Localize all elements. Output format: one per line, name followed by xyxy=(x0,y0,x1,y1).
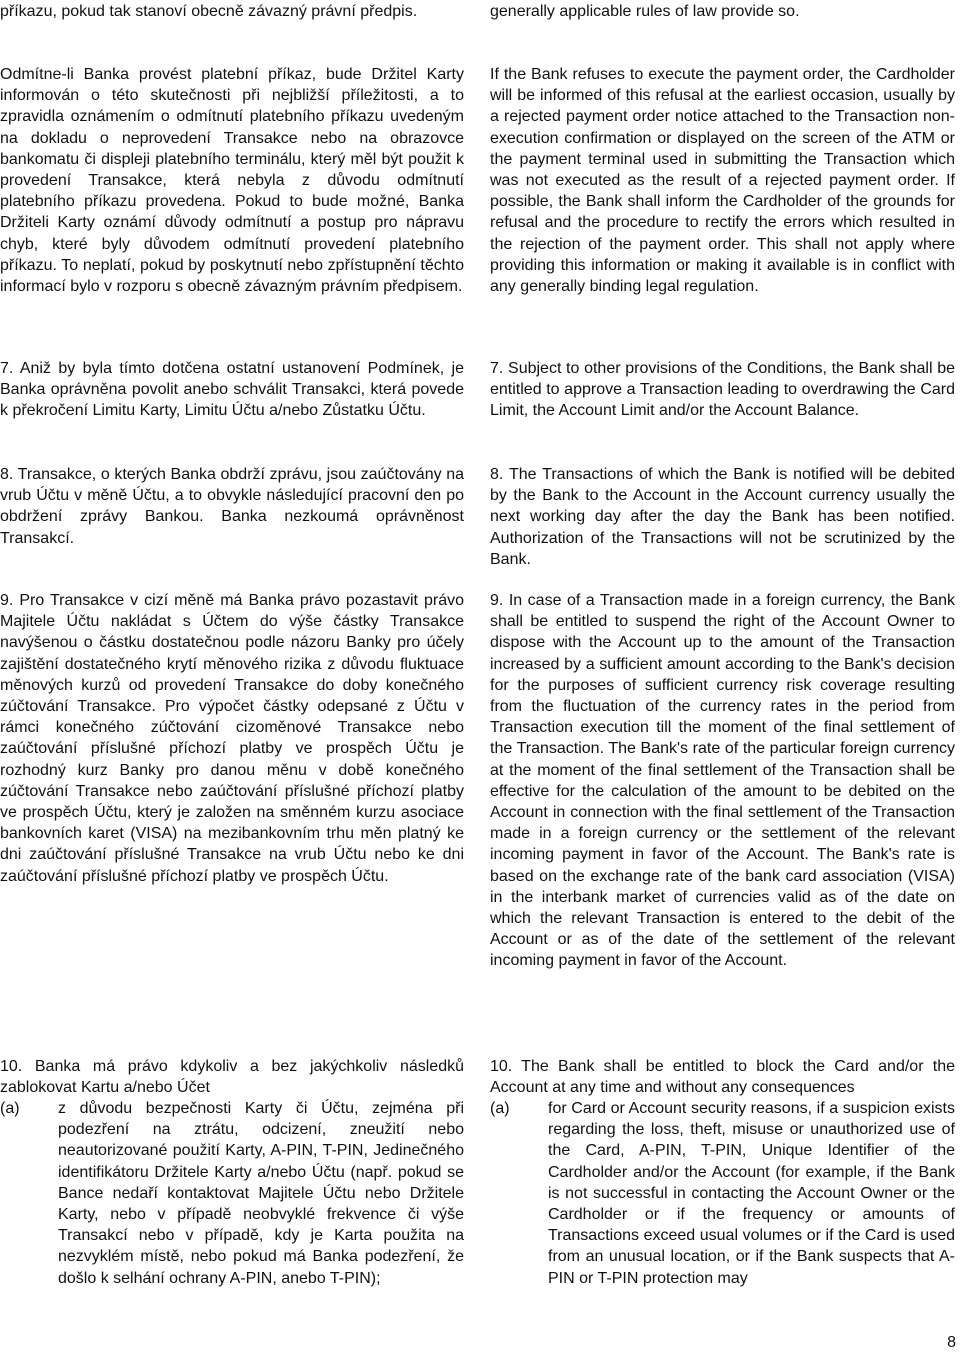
cz-paragraph-continuation: příkazu, pokud tak stanoví obecně závazný právní předpis. xyxy=(0,3,418,20)
en-paragraph-9: 9. In case of a Transaction made in a foreign currency, the Bank shall be entitled to suspend the right of the Account Owner to dispose with the Account up to the amount of the Transaction increased by a sufficient amount according to the Bank's decision for the purposes of sufficient currency risk coverage resulting from the fluctuation of the currency rates in the period from Transaction execution till the moment of the final settlement of the Transaction. The Bank's rate of the particular foreign currency at the moment of the final settlement of the Transaction shall be effective for the calculation of the amount to be debited on the Account in connection with the final settlement of the Transaction made in a foreign currency or the settlement of the relevant incoming payment in favor of the Account. The Bank's rate is based on the exchange rate of the bank card association (VISA) in the interbank market of currencies valid as of the date on which the relevant Transaction is entered to the debit of the Account or as of the date of the settlement of the relevant incoming payment in favor of the Account. xyxy=(490,592,955,970)
en-item-a-text: for Card or Account security reasons, if a suspicion exists regarding the loss, theft, misuse or unauthorized use of the Card, A-PIN, T-PIN, Unique Identifier of the Cardholder and/or the Account (for example, if the Bank is not successful in contacting the Account Owner or the Cardholder or if the frequency or amounts of Transactions exceed usual volumes or if the Card is used from an unusual location, or if the Bank suspects that A-PIN or T-PIN protection may xyxy=(548,1100,955,1287)
en-paragraph-7: 7. Subject to other provisions of the Conditions, the Bank shall be entitled to approve a Transaction leading to overdrawing the Card Limit, the Account Limit and/or the Account Balance. xyxy=(490,360,955,420)
cz-item-a-label: (a) xyxy=(0,1100,20,1117)
en-item-a-label: (a) xyxy=(490,1100,510,1117)
cz-paragraph-refusal: Odmítne-li Banka provést platební příkaz, bude Držitel Karty informován o této skutečnosti při nejbližší příležitosti, a to zpravidla oznámením o odmítnutí platebního příkazu uvedeným na dokladu o neprovedení Transakce nebo na obrazovce bankomatu či displeji platebního terminálu, který měl být použit k provedení Transakce, která nebyla z důvodu odmítnutí platebního příkazu provedena. Pokud to bude možné, Banka Držiteli Karty oznámí důvody odmítnutí a postup pro nápravu chyb, které byly důvodem odmítnutí provedení platebního příkazu. To neplatí, pokud by poskytnutí nebo zpřístupnění těchto informací bylo v rozporu s obecně závazným právním předpisem. xyxy=(0,66,464,296)
cz-item-a-text: z důvodu bezpečnosti Karty či Účtu, zejména při podezření na ztrátu, odcizení, zneužití nebo neautorizované použití Karty, A-PIN, T-PIN, Jedinečného identifikátoru Držitele Karty a/nebo Účtu (např. pokud se Bance nedaří kontaktovat Majitele Účtu nebo Držitele Karty, nebo v případě neobvyklé frekvence či výše Transakcí nebo v případě, kdy je Karta použita na nezvyklém místě, nebo pokud má Banka podezření, že došlo k selhání ochrany A-PIN, anebo T-PIN); xyxy=(58,1100,464,1287)
cz-item-a xyxy=(0,1098,464,1289)
cz-paragraph-10: 10. Banka má právo kdykoliv a bez jakýchkoliv následků zablokovat Kartu a/nebo Účet xyxy=(0,1058,464,1097)
en-paragraph-refusal: If the Bank refuses to execute the payment order, the Cardholder will be informed of this refusal at the earliest occasion, usually by a rejected payment order notice attached to the Transaction non-execution confirmation or displayed on the screen of the ATM or the payment terminal used in submitting the Transaction which was not executed as the result of a rejected payment order. If possible, the Bank shall inform the Cardholder of the grounds for refusal and the procedure to rectify the errors which resulted in the rejection of the payment order. This shall not apply where providing this information or making it available is in conflict with any generally binding legal regulation. xyxy=(490,66,955,296)
cz-paragraph-9: 9. Pro Transakce v cizí měně má Banka právo pozastavit právo Majitele Účtu nakládat s Účtem do výše částky Transakce navýšenou o částku dostatečnou podle názoru Banky pro účely zajištění dostatečného krytí měnového rizika z důvodu fluktuace měnových kurzů od provedení Transakce do doby konečného zúčtování Transakce. Pro výpočet částky odepsané z Účtu v rámci konečného zúčtování cizoměnové Transakce nebo zaúčtování příslušné příchozí platby ve prospěch Účtu je rozhodný kurz Banky pro danou měnu v době konečného zúčtování Transakce nebo zaúčtování příslušné příchozí platby ve prospěch Účtu, který je založen na směnném kurzu asociace bankovních karet (VISA) na mezibankovním trhu měn platný ke dni zaúčtování příslušné Transakce na vrub Účtu nebo ke dni zaúčtování příslušné příchozí platby ve prospěch Účtu. xyxy=(0,592,464,885)
en-paragraph-10: 10. The Bank shall be entitled to block the Card and/or the Account at any time and without any consequences xyxy=(490,1058,955,1097)
page-number: 8 xyxy=(947,1334,956,1351)
en-paragraph-continuation: generally applicable rules of law provide so. xyxy=(490,3,800,20)
cz-paragraph-7: 7. Aniž by byla tímto dotčena ostatní ustanovení Podmínek, je Banka oprávněna povolit anebo schválit Transakci, která povede k překročení Limitu Karty, Limitu Účtu a/nebo Zůstatku Účtu. xyxy=(0,360,464,420)
en-paragraph-8: 8. The Transactions of which the Bank is notified will be debited by the Bank to the Account in the Account currency usually the next working day after the day the Bank has been notified. Authorization of the Transactions will not be scrutinized by the Bank. xyxy=(490,466,955,568)
cz-paragraph-8: 8. Transakce, o kterých Banka obdrží zprávu, jsou zaúčtovány na vrub Účtu v měně Účtu, a to obvykle následující pracovní den po obdržení zprávy Bankou. Banka nezkoumá oprávněnost Transakcí. xyxy=(0,466,464,547)
en-item-a xyxy=(490,1098,955,1289)
